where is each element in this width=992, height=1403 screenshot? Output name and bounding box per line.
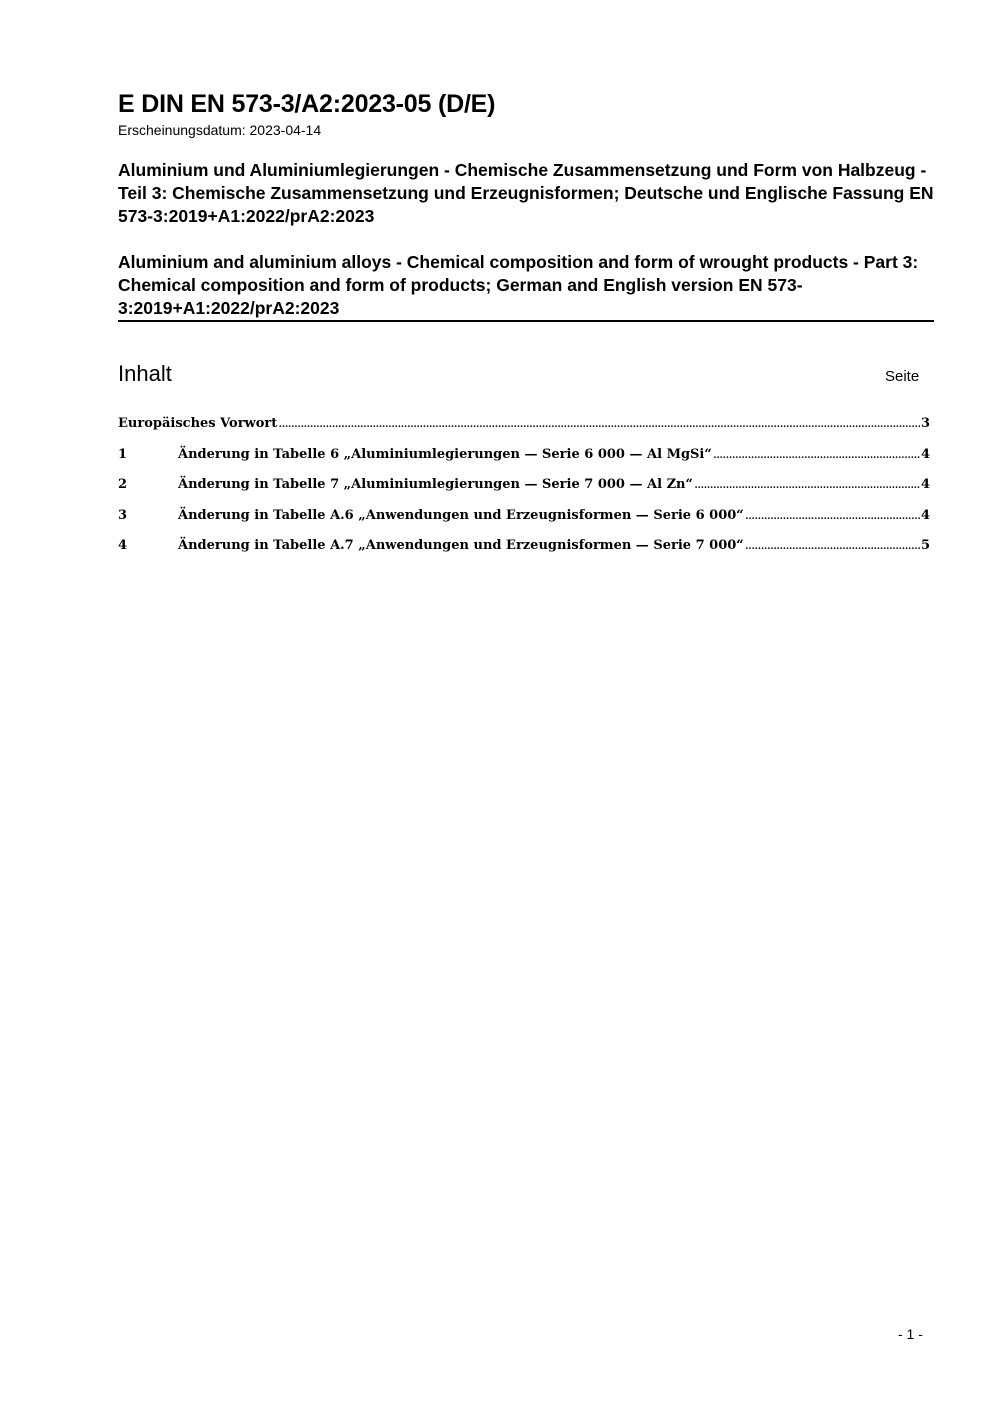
table-of-contents	[118, 416, 930, 569]
toc-entry-title[interactable]: Änderung in Tabelle A.7 „Anwendungen und Erzeugnisformen — Serie 7 000“	[178, 538, 744, 553]
toc-entry-number: 3	[118, 507, 128, 523]
toc-entry-page[interactable]: 4	[920, 446, 930, 462]
toc-entry-number: 2	[118, 477, 128, 492]
page-number: - 1 -	[898, 1326, 923, 1342]
toc-entry[interactable]	[118, 416, 930, 447]
toc-entry-title[interactable]: Änderung in Tabelle A.6 „Anwendungen und Erzeugnisformen — Serie 6 000“	[178, 507, 744, 523]
toc-entry[interactable]	[118, 508, 930, 539]
toc-entry-page[interactable]: 4	[920, 477, 930, 492]
toc-leader-dots	[694, 477, 920, 492]
publication-date: Erscheinungsdatum: 2023-04-14	[118, 122, 322, 138]
toc-entry-number: 4	[118, 538, 128, 553]
toc-entry-title[interactable]: Änderung in Tabelle 6 „Aluminiumlegierungen — Serie 6 000 — Al MgSi“	[178, 446, 712, 462]
toc-heading: Inhalt	[118, 361, 172, 386]
toc-entry-title[interactable]: Europäisches Vorwort	[118, 416, 278, 431]
toc-entry[interactable]	[118, 538, 930, 569]
toc-leader-dots	[278, 416, 920, 431]
toc-page-label: Seite	[885, 368, 920, 385]
title-german: Aluminium und Aluminiumlegierungen - Chemische Zusammensetzung und Form von Halbzeug - Teil 3: Chemische Zusammensetzung und Erzeugnisformen; Deutsche und Englische Fassung EN 573-3:2019+A1:2022/prA2:2023	[118, 160, 934, 226]
toc-leader-dots	[713, 447, 920, 462]
title-english: Aluminium and aluminium alloys - Chemical composition and form of wrought products - Part 3: Chemical composition and form of products; German and English version EN 573-3:2019+A1:2022/prA2:2023	[118, 252, 919, 318]
title-divider	[118, 320, 934, 322]
document-id: E DIN EN 573-3/A2:2023-05 (D/E)	[118, 90, 496, 118]
toc-leader-dots	[745, 538, 920, 553]
toc-entry[interactable]	[118, 477, 930, 508]
toc-entry-title[interactable]: Änderung in Tabelle 7 „Aluminiumlegierungen — Serie 7 000 — Al Zn“	[178, 477, 693, 492]
toc-entry-page[interactable]: 5	[920, 538, 930, 553]
toc-leader-dots	[745, 508, 920, 523]
toc-entry[interactable]	[118, 447, 930, 478]
toc-entry-page[interactable]: 3	[920, 416, 930, 431]
toc-entry-number: 1	[118, 446, 128, 462]
toc-entry-page[interactable]: 4	[920, 507, 930, 523]
